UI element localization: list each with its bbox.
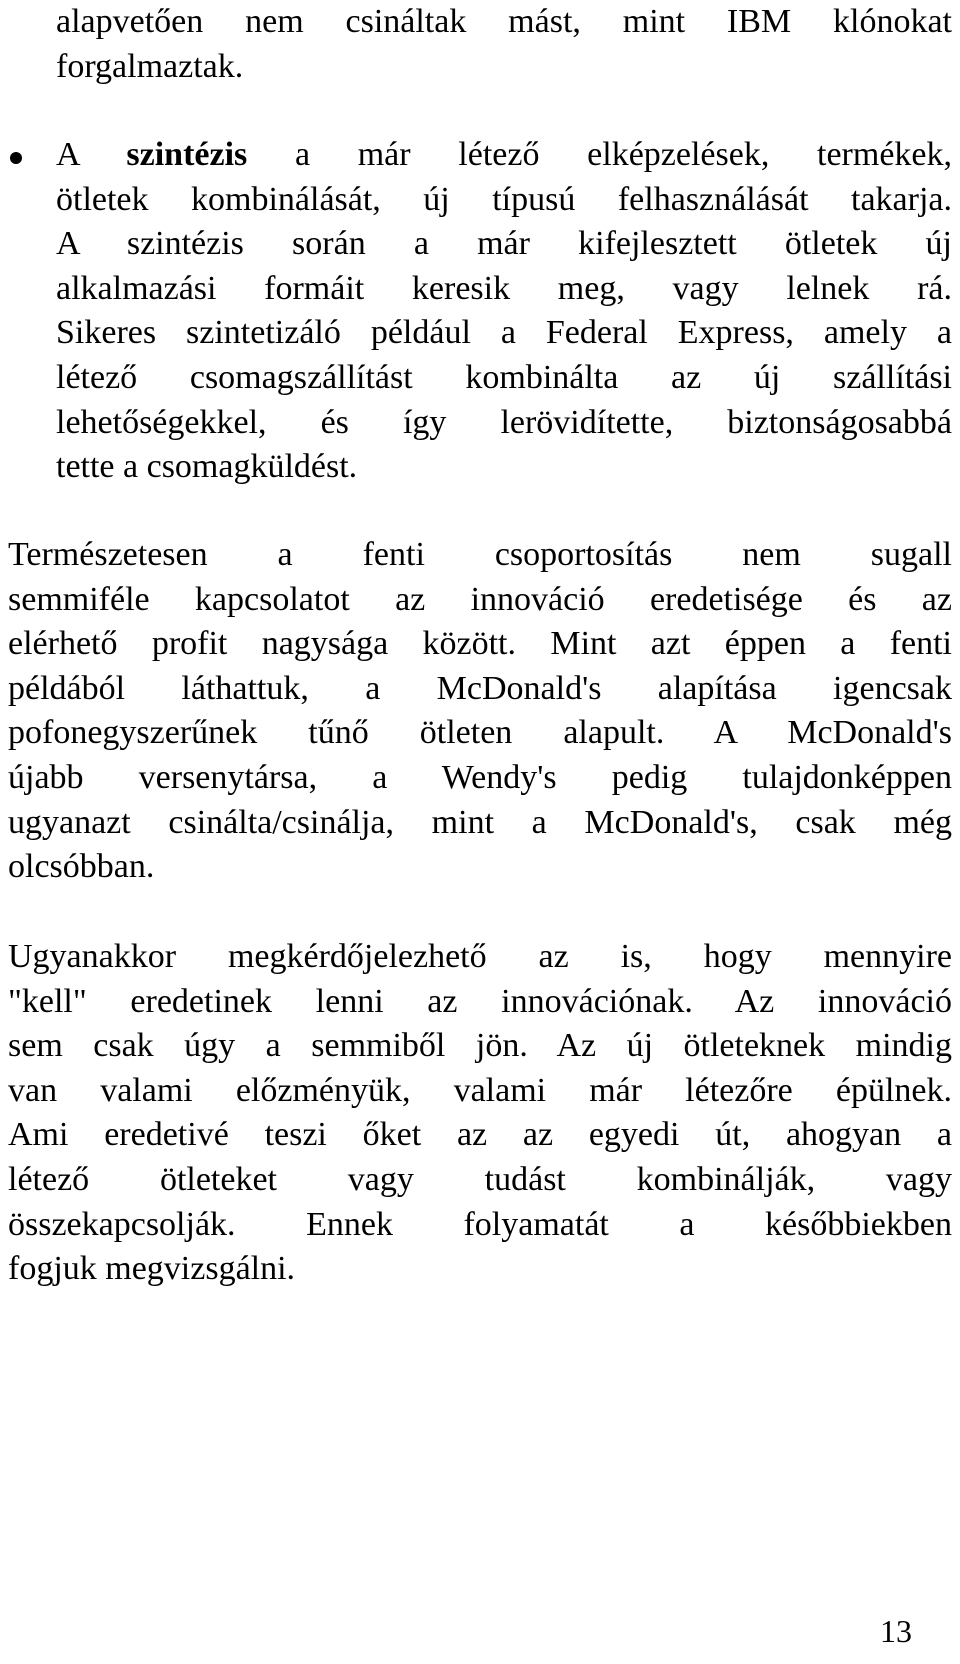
text-line: van valami előzményük, valami már létezőre épülnek.	[8, 1071, 952, 1109]
page-number: 13	[880, 1613, 912, 1649]
text-line: tette a csomagküldést.	[56, 448, 358, 486]
text-line	[56, 133, 952, 178]
text-line: lehetőségekkel, és így lerövidítette, biztonságosabbá	[56, 403, 952, 441]
text-line: ugyanazt csinálta/csinálja, mint a McDonald's, csak még	[8, 803, 952, 841]
text-line: ötletek kombinálását, új típusú felhasználását takarja.	[56, 180, 952, 218]
text-line: "kell" eredetinek lenni az innovációnak. Az innováció	[8, 982, 952, 1020]
text-line: Ami eredetivé teszi őket az az egyedi út, ahogyan a	[8, 1116, 952, 1154]
text-line: sem csak úgy a semmiből jön. Az új ötleteknek mindig	[8, 1027, 952, 1065]
text-line: példából láthattuk, a McDonald's alapítása igencsak	[8, 669, 952, 707]
text-line: Természetesen a fenti csoportosítás nem sugall	[8, 536, 952, 573]
text-line: fogjuk megvizsgálni.	[8, 1250, 296, 1288]
text-line: forgalmaztak.	[56, 47, 244, 85]
bold-term: szintézis	[126, 136, 248, 173]
text-line: elérhető profit nagysága között. Mint azt éppen a fenti	[8, 625, 952, 663]
bullet-icon	[10, 152, 22, 164]
text-line: semmiféle kapcsolatot az innováció eredetisége és az	[8, 580, 952, 618]
text-line: újabb versenytársa, a Wendy's pedig tulajdonképpen	[8, 758, 952, 796]
bullet-intro: A	[56, 136, 79, 173]
text-line: Sikeres szintetizáló például a Federal Express, amely a	[56, 314, 952, 352]
text-line: Ugyanakkor megkérdőjelezhető az is, hogy mennyire	[8, 938, 952, 975]
continuation-paragraph	[56, 0, 952, 89]
text-line: A szintézis során a már kifejlesztett ötletek új	[56, 225, 952, 263]
text-line: létező csomagszállítást kombinálta az új szállítási	[56, 358, 952, 396]
body-paragraph	[8, 533, 952, 890]
text-line: olcsóbban.	[8, 848, 155, 886]
text-line: alkalmazási formáit keresik meg, vagy lelnek rá.	[56, 269, 952, 307]
text-line: összekapcsolják. Ennek folyamatát a későbbiekben	[8, 1205, 952, 1243]
bullet-first-line-rest: a már létező elképzelések, termékek,	[294, 136, 953, 173]
bullet-list-item	[56, 133, 952, 490]
text-line: pofonegyszerűnek tűnő ötleten alapult. A McDonald's	[8, 714, 952, 752]
text-line: alapvetően nem csináltak mást, mint IBM klónokat	[56, 3, 952, 40]
body-paragraph	[8, 935, 952, 1292]
text-line: létező ötleteket vagy tudást kombinálják, vagy	[8, 1160, 952, 1198]
